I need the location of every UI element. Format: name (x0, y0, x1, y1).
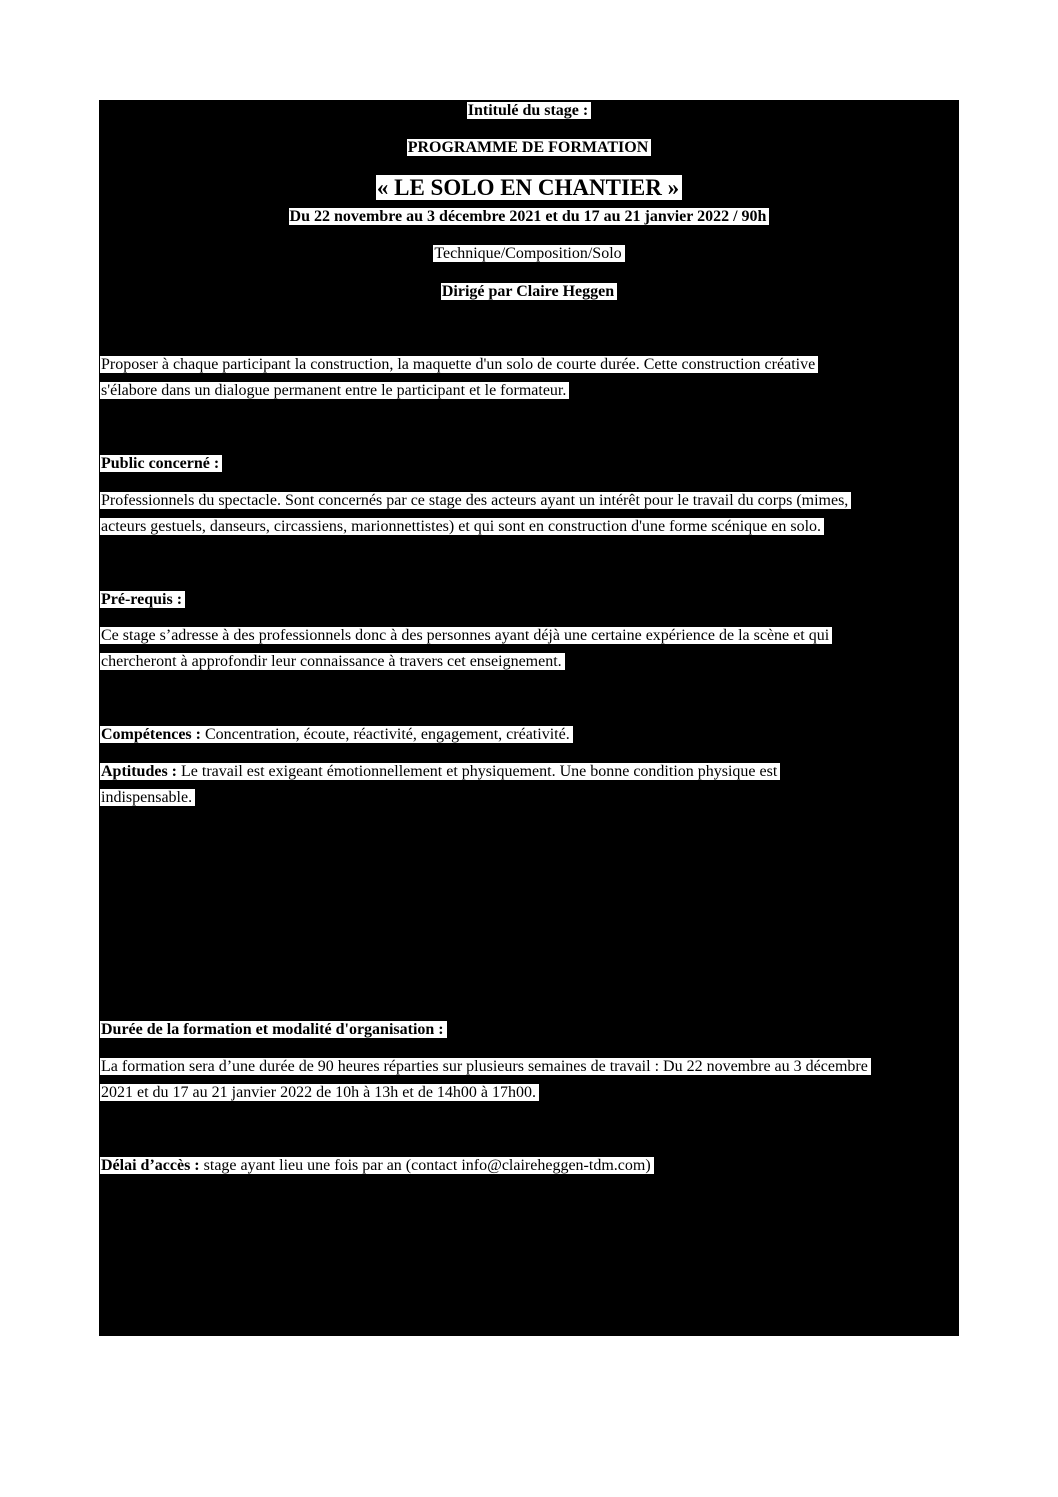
dates-line (99, 207, 959, 227)
page-title: « LE SOLO EN CHANTIER » (376, 175, 682, 200)
aptitudes-paragraph (100, 759, 780, 811)
duree-line: La formation sera d’une durée de 90 heures réparties sur plusieurs semaines de travail : Du 22 novembre au 3 décembre (100, 1058, 871, 1075)
public-heading-line (100, 451, 222, 477)
stage-subtitle: Technique/Composition/Solo (433, 245, 624, 262)
program-line (99, 138, 959, 158)
delai-line (100, 1153, 654, 1179)
aptitudes-text: Le travail est exigeant émotionnellement et physiquement. Une bonne condition physique est (177, 763, 778, 780)
aptitudes-heading: Aptitudes : (101, 763, 178, 780)
public-line: Professionnels du spectacle. Sont concernés par ce stage des acteurs ayant un intérêt pour le travail du corps (mimes, (100, 492, 851, 509)
competences-line (100, 722, 573, 748)
stage-label-line (99, 101, 959, 121)
delai-heading: Délai d’accès : (101, 1157, 200, 1174)
aptitudes-text-2: indispensable. (100, 789, 195, 806)
intro-line: Proposer à chaque participant la construction, la maquette d'un solo de courte durée. Cette construction créative (100, 356, 818, 373)
competences-heading: Compétences : (101, 726, 201, 743)
duree-heading-line (100, 1017, 447, 1043)
duree-paragraph (100, 1054, 871, 1106)
delai-text: stage ayant lieu une fois par an (contact info@claireheggen-tdm.com) (199, 1157, 651, 1174)
public-line: acteurs gestuels, danseurs, circassiens, marionnettistes) et qui sont en construction d'une forme scénique en solo. (100, 518, 824, 535)
public-paragraph (100, 488, 851, 540)
prerequis-paragraph (100, 623, 832, 675)
prerequis-line: chercheront à approfondir leur connaissance à travers cet enseignement. (100, 653, 565, 670)
program-heading: PROGRAMME DE FORMATION (407, 139, 652, 156)
subtitle-line (99, 244, 959, 264)
duree-heading: Durée de la formation et modalité d'organisation : (100, 1021, 447, 1038)
stage-label: Intitulé du stage : (467, 102, 591, 119)
intro-line: s'élabore dans un dialogue permanent entre le participant et le formateur. (100, 382, 569, 399)
public-heading: Public concerné : (100, 455, 222, 472)
competences-text: Concentration, écoute, réactivité, engagement, créativité. (200, 726, 570, 743)
stage-director: Dirigé par Claire Heggen (441, 283, 617, 300)
duree-line: 2021 et du 17 au 21 janvier 2022 de 10h à 13h et de 14h00 à 17h00. (100, 1084, 539, 1101)
title-line (99, 175, 959, 201)
prerequis-line: Ce stage s’adresse à des professionnels donc à des personnes ayant déjà une certaine expérience de la scène et qui (100, 627, 832, 644)
prerequis-heading: Pré-requis : (100, 591, 185, 608)
prerequis-heading-line (100, 587, 185, 613)
stage-dates: Du 22 novembre au 3 décembre 2021 et du 17 au 21 janvier 2022 / 90h (289, 208, 770, 225)
director-line (99, 282, 959, 302)
intro-paragraph (100, 352, 818, 404)
